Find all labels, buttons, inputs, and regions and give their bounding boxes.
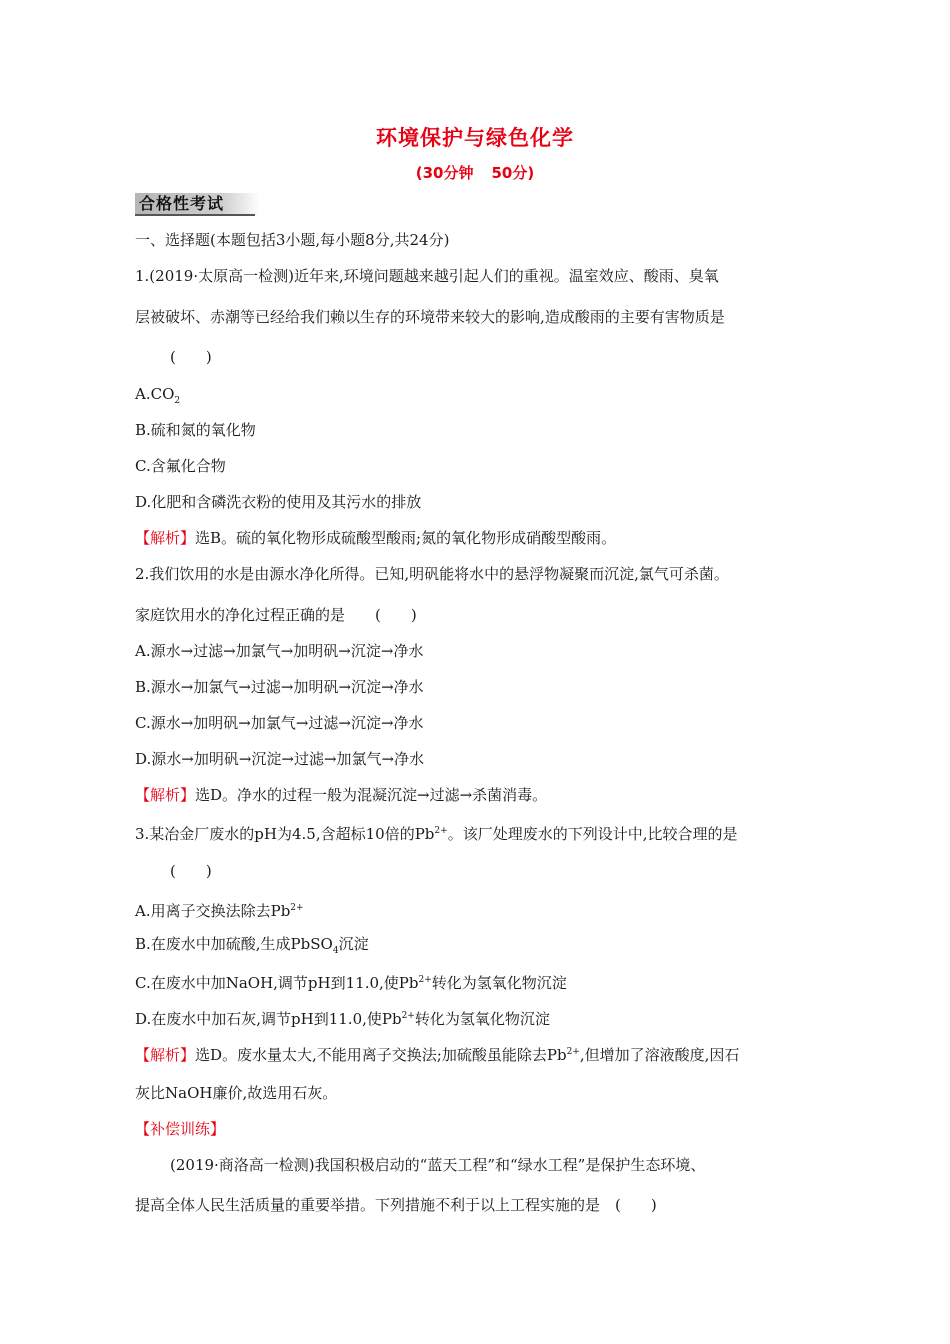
q2-option-d: D.源水→加明矾→沉淀→过滤→加氯气→净水 (135, 750, 425, 768)
q2-stem-line1: 2.我们饮用的水是由源水净化所得。已知,明矾能将水中的悬浮物凝聚而沉淀,氯气可杀菌。 (135, 565, 729, 583)
q2-option-c: C.源水→加明矾→加氯气→过滤→沉淀→净水 (135, 714, 424, 732)
time-limit: (30分钟 (415, 164, 474, 182)
total-score: 50分) (491, 164, 535, 182)
q3-option-b: B.在废水中加硫酸,生成PbSO$_4$沉淀 (135, 935, 369, 956)
q1-analysis: 【解析】选B。硫的氧化物形成硫酸型酸雨;氮的氧化物形成硝酸型酸雨。 (135, 529, 617, 547)
q3-analysis-line2: 灰比NaOH廉价,故选用石灰。 (135, 1084, 338, 1102)
supplement-line2: 提高全体人民生活质量的重要举措。下列措施不利于以上工程实施的是 ( ) (135, 1196, 657, 1214)
analysis-tag: 【解析】 (135, 1046, 196, 1064)
page-title: 环境保护与绿色化学 (376, 126, 574, 150)
q3-answer-paren: ( ) (170, 862, 212, 880)
section-banner (135, 193, 275, 215)
q3-option-d: D.在废水中加石灰,调节pH到11.0,使$Pb^{2+}$转化为氢氧化物沉淀 (135, 1010, 550, 1028)
q1-option-c: C.含氟化合物 (135, 457, 226, 475)
q1-option-b: B.硫和氮的氧化物 (135, 421, 256, 439)
analysis-tag: 【解析】 (135, 529, 196, 547)
q2-stem-line2: 家庭饮用水的净化过程正确的是 ( ) (135, 606, 417, 624)
q1-stem-line2: 层被破坏、赤潮等已经给我们赖以生存的环境带来较大的影响,造成酸雨的主要有害物质是 (135, 308, 725, 326)
q3-analysis-line1: 【解析】选D。废水量太大,不能用离子交换法;加硫酸虽能除去$Pb^{2+}$,但增加了溶液酸度,因石 (135, 1046, 740, 1064)
q2-option-b: B.源水→加氯气→过滤→加明矾→沉淀→净水 (135, 678, 424, 696)
q2-analysis: 【解析】选D。净水的过程一般为混凝沉淀→过滤→杀菌消毒。 (135, 786, 548, 804)
q3-option-c: C.在废水中加NaOH,调节pH到11.0,使$Pb^{2+}$转化为氢氧化物沉淀 (135, 974, 567, 992)
q1-answer-paren: ( ) (170, 348, 212, 366)
q1-option-a: $A.CO_2$ (135, 385, 181, 406)
section-label: 合格性考试 (139, 194, 225, 213)
q1-option-d: D.化肥和含磷洗衣粉的使用及其污水的排放 (135, 493, 422, 511)
q2-option-a: A.源水→过滤→加氯气→加明矾→沉淀→净水 (135, 642, 424, 660)
supplement-line1: (2019·商洛高一检测)我国积极启动的“蓝天工程”和“绿水工程”是保护生态环境、 (170, 1156, 706, 1174)
supplement-tag: 【补偿训练】 (135, 1120, 226, 1138)
q1-stem-line1: 1.(2019·太原高一检测)近年来,环境问题越来越引起人们的重视。温室效应、酸雨、臭氧 (135, 267, 719, 285)
q3-stem-line1: 3.某冶金厂废水的pH为4.5,含超标10倍的$Pb^{2+}$。该厂处理废水的下列设计中,比较合理的是 (135, 825, 738, 843)
analysis-tag: 【解析】 (135, 786, 196, 804)
time-score (0, 162, 950, 183)
q3-option-a: A.用离子交换法除去$Pb^{2+}$ (135, 902, 304, 920)
part-heading: 一、选择题(本题包括3小题,每小题8分,共24分) (135, 231, 450, 249)
